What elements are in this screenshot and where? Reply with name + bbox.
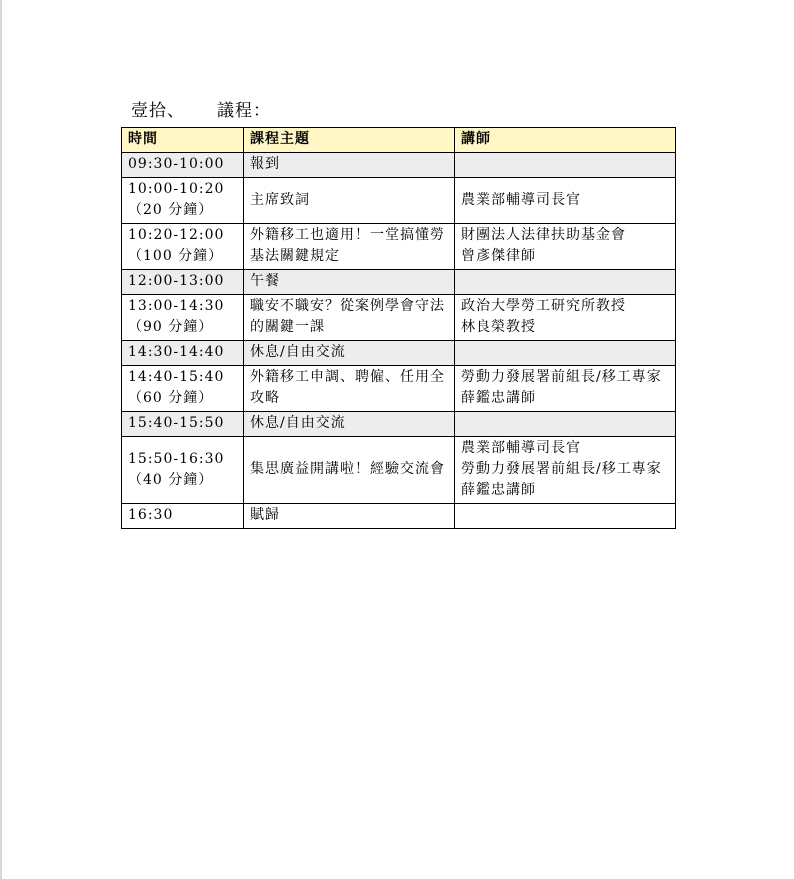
topic-text: 午餐 (250, 273, 280, 289)
time-cell (122, 412, 244, 437)
time-cell (122, 224, 244, 270)
time-range: 15:40-15:50 (128, 415, 225, 431)
time-range: 14:30-14:40 (128, 344, 225, 360)
speaker-cell (455, 366, 676, 412)
speaker-cell (455, 178, 676, 224)
topic-cell (244, 412, 455, 437)
speaker-cell (455, 295, 676, 341)
page-edge (0, 0, 2, 879)
speaker-line: 政治大學勞工研究所教授 (461, 298, 626, 314)
time-cell (122, 504, 244, 529)
topic-text: 報到 (250, 156, 280, 172)
topic-text: 休息/自由交流 (250, 344, 346, 360)
topic-text: 職安不職安？從案例學會守法的關鍵一課 (250, 298, 445, 335)
table-row (122, 178, 676, 224)
topic-cell (244, 178, 455, 224)
duration: （40 分鐘） (128, 471, 214, 488)
topic-text: 集思廣益開講啦！經驗交流會 (250, 461, 445, 477)
speaker-cell (455, 412, 676, 437)
speaker-cell (455, 504, 676, 529)
topic-text: 賦歸 (250, 507, 280, 523)
time-range: 09:30-10:00 (128, 156, 225, 172)
speaker-line: 林良榮教授 (461, 319, 536, 335)
speaker-line: 財團法人法律扶助基金會 (461, 227, 626, 243)
time-cell (122, 153, 244, 178)
duration: （60 分鐘） (128, 390, 214, 406)
topic-cell (244, 295, 455, 341)
section-title: 議程： (217, 101, 271, 121)
topic-text: 外籍移工申調、聘僱、任用全攻略 (250, 369, 445, 406)
time-range: 14:40-15:40 (128, 369, 225, 385)
topic-cell (244, 504, 455, 529)
speaker-cell (455, 341, 676, 366)
topic-cell (244, 341, 455, 366)
speaker-line: 農業部輔導司長官 (461, 191, 581, 208)
duration: （20 分鐘） (128, 202, 214, 218)
table-row (122, 504, 676, 529)
time-cell (122, 295, 244, 341)
agenda-table (121, 127, 676, 529)
time-cell (122, 437, 244, 504)
speaker-line: 農業部輔導司長官 (461, 440, 581, 456)
time-cell (122, 366, 244, 412)
topic-text: 休息/自由交流 (250, 415, 346, 431)
time-cell (122, 178, 244, 224)
time-range: 16:30 (128, 507, 174, 523)
table-row (122, 224, 676, 270)
time-cell (122, 341, 244, 366)
speaker-line: 薛鑑忠講師 (461, 390, 536, 406)
header-time: 時間 (122, 128, 244, 153)
topic-text: 主席致詞 (250, 191, 310, 208)
topic-cell (244, 153, 455, 178)
duration: （90 分鐘） (128, 319, 214, 335)
table-row (122, 437, 676, 504)
header-row (122, 128, 676, 153)
speaker-line: 勞動力發展署前組長/移工專家薛鑑忠講師 (461, 461, 662, 498)
duration: （100 分鐘） (128, 248, 224, 264)
speaker-line: 勞動力發展署前組長/移工專家 (461, 369, 662, 385)
table-row (122, 412, 676, 437)
speaker-cell (455, 224, 676, 270)
section-heading (131, 96, 271, 121)
table-row (122, 341, 676, 366)
time-range: 15:50-16:30 (128, 450, 225, 467)
time-range: 10:00-10:20 (128, 181, 225, 197)
speaker-cell (455, 270, 676, 295)
topic-cell (244, 437, 455, 504)
topic-cell (244, 224, 455, 270)
time-range: 10:20-12:00 (128, 227, 225, 243)
speaker-line: 曾彥傑律師 (461, 248, 536, 264)
topic-cell (244, 270, 455, 295)
agenda-body (122, 153, 676, 529)
table-row (122, 366, 676, 412)
header-topic: 課程主題 (244, 128, 455, 153)
table-row (122, 295, 676, 341)
table-row (122, 270, 676, 295)
speaker-cell (455, 153, 676, 178)
speaker-cell (455, 437, 676, 504)
topic-text: 外籍移工也適用！一堂搞懂勞基法關鍵規定 (250, 227, 445, 264)
header-speaker: 講師 (455, 128, 676, 153)
table-row (122, 153, 676, 178)
time-cell (122, 270, 244, 295)
time-range: 12:00-13:00 (128, 273, 225, 289)
section-number: 壹拾、 (131, 101, 185, 121)
topic-cell (244, 366, 455, 412)
time-range: 13:00-14:30 (128, 298, 225, 314)
